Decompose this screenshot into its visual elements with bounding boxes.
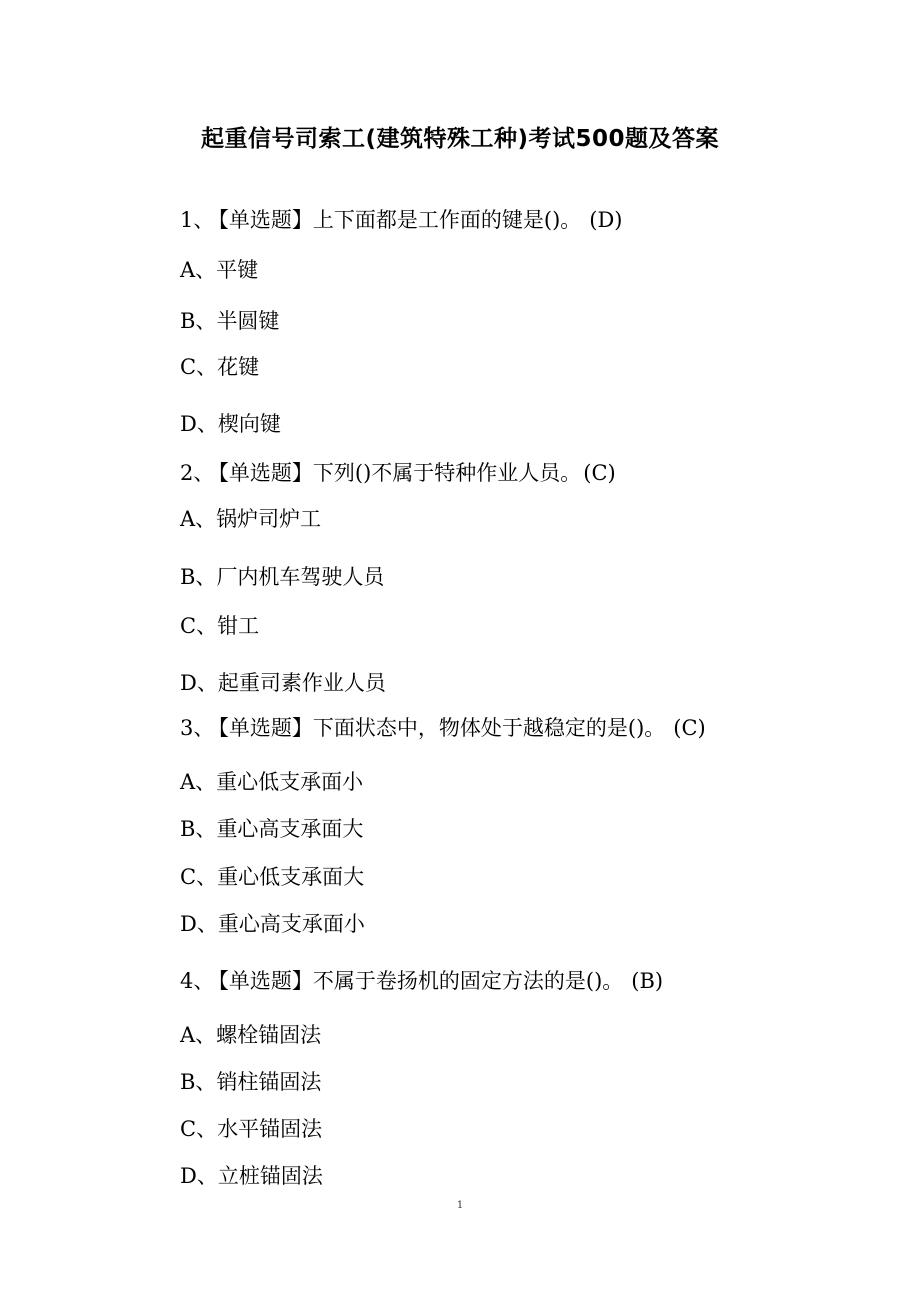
question-answer: (D)	[589, 208, 623, 232]
question-1-option-b	[180, 307, 279, 335]
question-4-option-c	[180, 1115, 322, 1143]
question-1-option-a	[180, 256, 258, 284]
option-letter: D、	[180, 912, 218, 936]
question-2-stem	[180, 459, 616, 487]
option-text: 重心高支承面大	[216, 817, 364, 841]
question-answer: (C)	[583, 461, 616, 485]
question-type: 【单选题】	[218, 208, 313, 232]
option-letter: D、	[180, 1164, 218, 1188]
option-letter: A、	[180, 1023, 217, 1047]
option-text: 立桩锚固法	[217, 1164, 323, 1188]
question-2-option-b	[180, 563, 384, 591]
question-text: 不属于卷扬机的固定方法的是()。	[312, 969, 624, 993]
question-answer: (B)	[631, 969, 664, 993]
option-text: 厂内机车驾驶人员	[216, 565, 385, 589]
option-letter: A、	[180, 770, 217, 794]
question-separator: 、	[193, 969, 215, 993]
option-letter: C、	[180, 1117, 218, 1141]
question-number: 3	[180, 716, 194, 740]
question-1-stem	[180, 206, 623, 234]
question-4-stem	[180, 967, 663, 995]
option-text: 锅炉司炉工	[216, 507, 322, 531]
option-text: 螺栓锚固法	[216, 1023, 322, 1047]
page-title: 起重信号司索工(建筑特殊工种)考试500题及答案	[200, 126, 720, 152]
question-3-option-a	[180, 768, 363, 796]
option-text: 销柱锚固法	[216, 1070, 322, 1094]
option-text: 重心低支承面小	[216, 770, 364, 794]
question-1-option-d	[180, 410, 281, 438]
question-text: 上下面都是工作面的键是()。	[312, 208, 582, 232]
option-text: 起重司素作业人员	[217, 671, 386, 695]
question-type: 【单选题】	[218, 716, 313, 740]
option-letter: D、	[180, 412, 218, 436]
option-letter: B、	[180, 565, 217, 589]
question-4-option-b	[180, 1068, 321, 1096]
option-text: 重心低支承面大	[217, 865, 365, 889]
question-1-option-c	[180, 353, 259, 381]
option-text: 半圆键	[216, 309, 280, 333]
question-2-option-a	[180, 505, 321, 533]
question-answer: (C)	[673, 716, 706, 740]
option-text: 钳工	[217, 614, 260, 638]
option-letter: B、	[180, 817, 217, 841]
option-letter: A、	[180, 258, 217, 282]
option-letter: D、	[180, 671, 218, 695]
question-text: 下列()不属于特种作业人员。	[312, 461, 582, 485]
option-text: 重心高支承面小	[217, 912, 365, 936]
question-separator: 、	[193, 208, 215, 232]
option-letter: C、	[180, 865, 218, 889]
option-letter: B、	[180, 309, 217, 333]
question-2-option-d	[180, 669, 386, 697]
question-4-option-a	[180, 1021, 321, 1049]
question-separator: 、	[193, 716, 215, 740]
option-text: 楔向键	[217, 412, 281, 436]
question-type: 【单选题】	[218, 461, 313, 485]
question-3-option-c	[180, 863, 364, 891]
option-text: 水平锚固法	[217, 1117, 323, 1141]
question-number: 4	[180, 969, 194, 993]
question-type: 【单选题】	[218, 969, 313, 993]
option-text: 花键	[217, 355, 260, 379]
question-3-stem	[180, 714, 706, 742]
option-letter: C、	[180, 355, 218, 379]
question-number: 1	[180, 208, 194, 232]
question-text: 下面状态中，物体处于越稳定的是()。	[312, 716, 666, 740]
question-2-option-c	[180, 612, 259, 640]
page-number: 1	[456, 1200, 464, 1211]
option-letter: C、	[180, 614, 218, 638]
question-3-option-d	[180, 910, 365, 938]
question-3-option-b	[180, 815, 363, 843]
question-4-option-d	[180, 1162, 323, 1190]
option-letter: A、	[180, 507, 217, 531]
option-letter: B、	[180, 1070, 217, 1094]
question-number: 2	[180, 461, 194, 485]
question-separator: 、	[193, 461, 215, 485]
option-text: 平键	[216, 258, 259, 282]
